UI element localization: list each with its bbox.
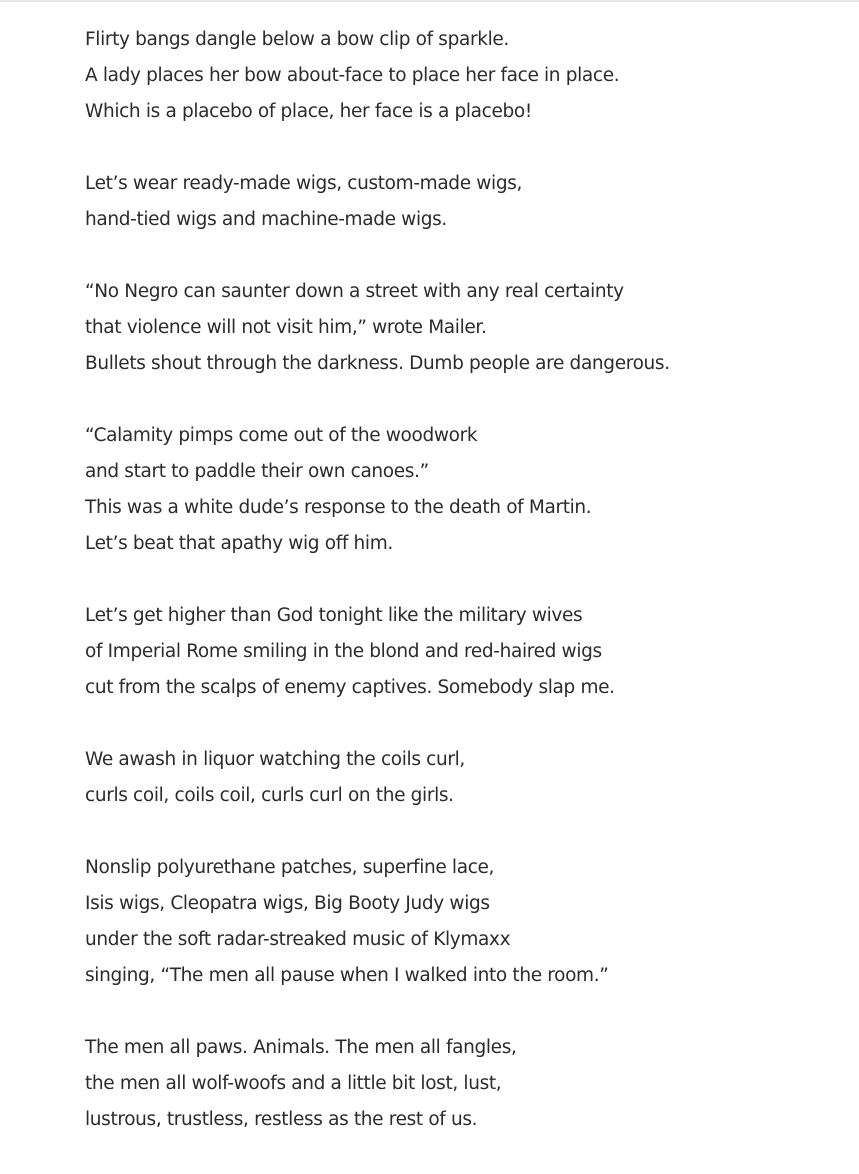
poem-line: Bullets shout through the darkness. Dumb people are dangerous. bbox=[85, 353, 670, 374]
poem-line: The men all paws. Animals. The men all fangles, bbox=[85, 1037, 517, 1058]
poem-line: that violence will not visit him,” wrote Mailer. bbox=[85, 317, 487, 338]
poem-line: Nonslip polyurethane patches, superfine lace, bbox=[85, 857, 495, 878]
stanza bbox=[85, 850, 825, 994]
poem-line: and start to paddle their own canoes.” bbox=[85, 461, 429, 482]
poem-line: of Imperial Rome smiling in the blond and red-haired wigs bbox=[85, 641, 602, 662]
stanza bbox=[85, 274, 825, 382]
poem-line: curls coil, coils coil, curls curl on the girls. bbox=[85, 785, 454, 806]
stanza bbox=[85, 598, 825, 706]
poem-line: Let’s get higher than God tonight like the military wives bbox=[85, 605, 583, 626]
poem-line: cut from the scalps of enemy captives. Somebody slap me. bbox=[85, 677, 615, 698]
poem-line: This was a white dude’s response to the death of Martin. bbox=[85, 497, 592, 518]
poem-line: We awash in liquor watching the coils curl, bbox=[85, 749, 465, 770]
poem-line: under the soft radar-streaked music of Klymaxx bbox=[85, 929, 511, 950]
poem-line: “Calamity pimps come out of the woodwork bbox=[85, 425, 478, 446]
poem-line: hand-tied wigs and machine-made wigs. bbox=[85, 209, 447, 230]
poem-line: Which is a placebo of place, her face is a placebo! bbox=[85, 101, 532, 122]
top-border bbox=[0, 0, 859, 2]
poem-line: Flirty bangs dangle below a bow clip of sparkle. bbox=[85, 29, 509, 50]
poem-body bbox=[85, 22, 825, 1174]
poem-line: A lady places her bow about-face to place her face in place. bbox=[85, 65, 620, 86]
poem-line: “No Negro can saunter down a street with any real certainty bbox=[85, 281, 624, 302]
poem-line: Isis wigs, Cleopatra wigs, Big Booty Judy wigs bbox=[85, 893, 490, 914]
stanza bbox=[85, 1030, 825, 1138]
poem-line: lustrous, trustless, restless as the rest of us. bbox=[85, 1109, 478, 1130]
poem-line: Let’s beat that apathy wig off him. bbox=[85, 533, 393, 554]
poem-line: Let’s wear ready-made wigs, custom-made wigs, bbox=[85, 173, 523, 194]
stanza bbox=[85, 22, 825, 130]
poem-line: the men all wolf-woofs and a little bit lost, lust, bbox=[85, 1073, 502, 1094]
stanza bbox=[85, 418, 825, 562]
stanza bbox=[85, 166, 825, 238]
poem-line: singing, “The men all pause when I walked into the room.” bbox=[85, 965, 609, 986]
stanza bbox=[85, 742, 825, 814]
